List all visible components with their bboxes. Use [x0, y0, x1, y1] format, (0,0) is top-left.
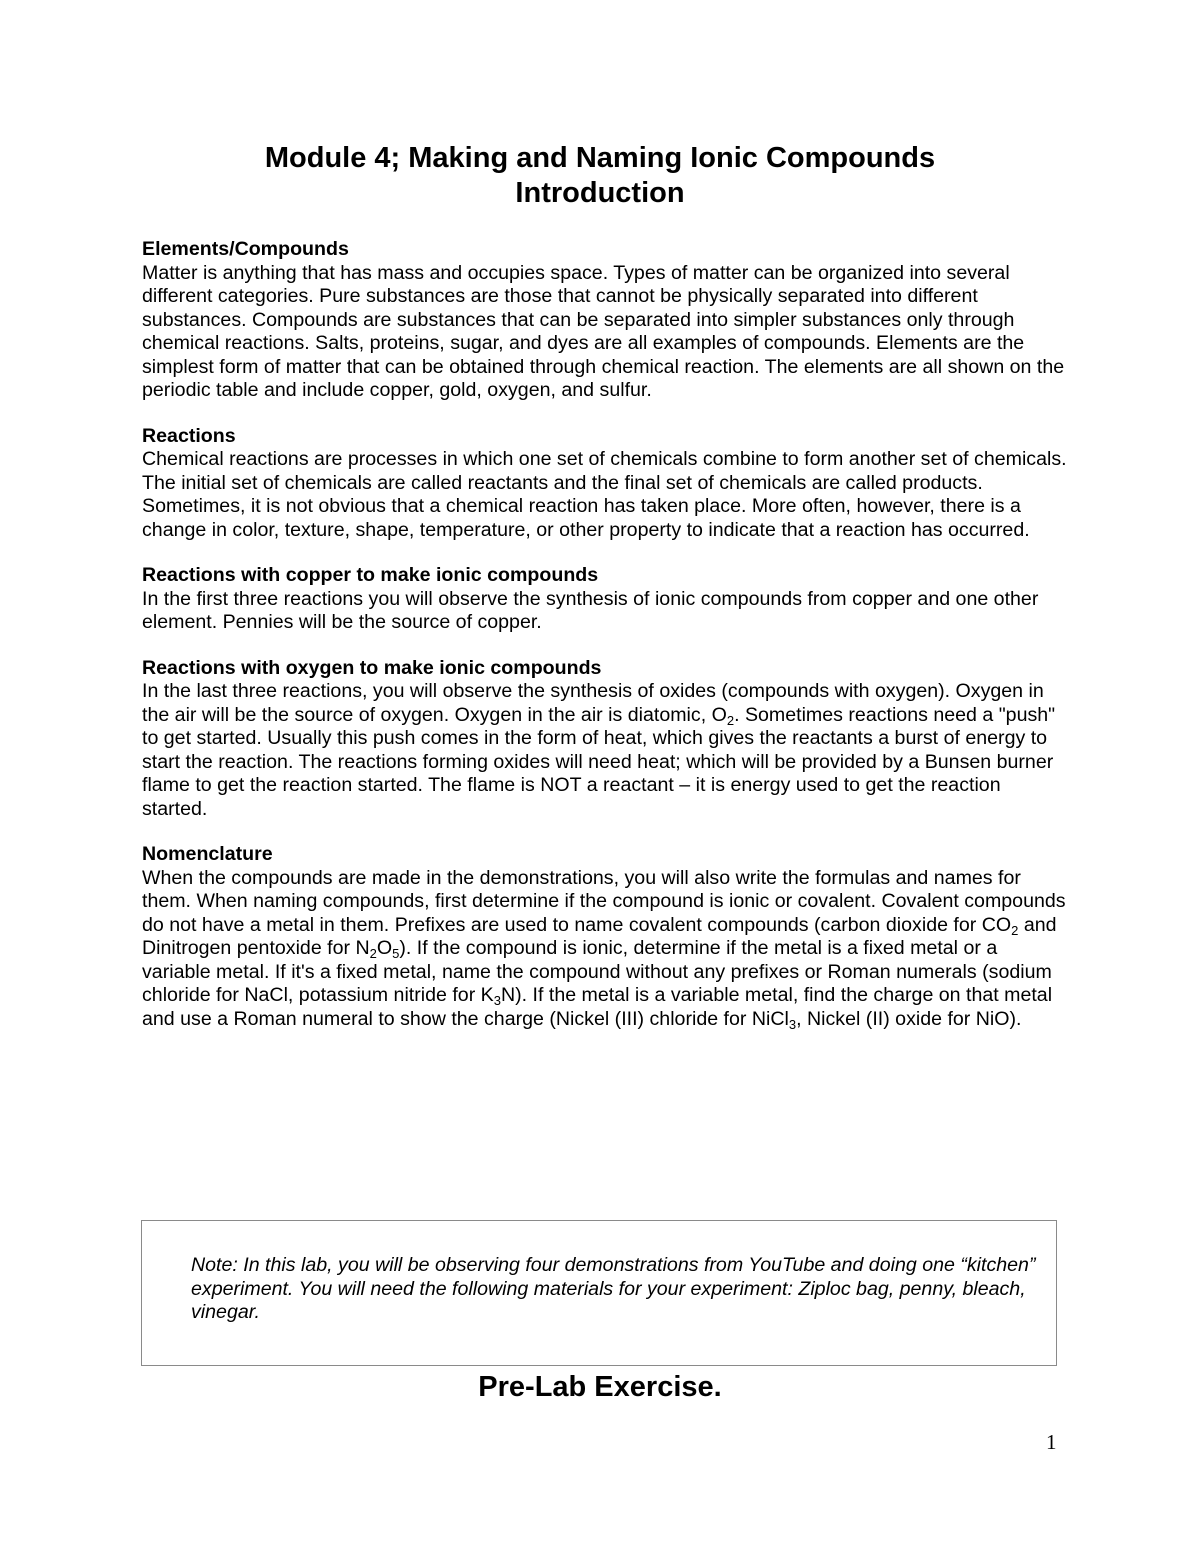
note-text: Note: In this lab, you will be observing four demonstrations from YouTube and doing one “kitchen” experiment. You will need the following materials for your experiment: Ziploc bag, penny, bleach, vinegar. [191, 1254, 1036, 1323]
prelab-heading: Pre-Lab Exercise. [478, 1371, 722, 1403]
section-reactions [142, 425, 1067, 543]
document-title: Module 4; Making and Naming Ionic Compounds [264, 142, 936, 174]
section-heading: Reactions [142, 424, 236, 447]
section-heading: Reactions with oxygen to make ionic compounds [142, 656, 602, 679]
section-text: In the first three reactions you will observe the synthesis of ionic compounds from copper and one other element. Pennies will be the source of copper. [142, 587, 1039, 633]
section-oxygen-reactions [142, 657, 1067, 822]
document-subtitle: Introduction [515, 177, 685, 209]
section-heading: Nomenclature [142, 843, 273, 865]
section-heading: Elements/Compounds [142, 238, 349, 260]
document-body [142, 238, 1067, 1053]
section-text: When the compounds are made in the demonstrations, you will also write the formulas and names for them. When naming compounds, first determine if the compound is ionic or covalent. Covalent compounds do not have a metal in them. Prefixes are used to name covalent compounds (carbon dioxide for $CO_2$ and Dinitrogen pentoxide for $N_2O_5$). If the compound is ionic, determine if the metal is a fixed metal or a variable metal. If it's a fixed metal, name the compound without any prefixes or Roman numerals (sodium chloride for NaCl, potassium nitride for $K_3N$). If the metal is a variable metal, find the charge on that metal and use a Roman numeral to show the charge (Nickel (III) chloride for NiCl$_3$, Nickel (II) oxide for NiO). [142, 866, 1066, 1032]
section-heading: Reactions with copper to make ionic compounds [142, 564, 599, 586]
note-box [141, 1220, 1057, 1366]
section-text: Chemical reactions are processes in which one set of chemicals combine to form another set of chemicals. The initial set of chemicals are called reactants and the final set of chemicals are called products. Sometimes, it is not obvious that a chemical reaction has taken place. More often, however, there is a change in color, texture, shape, temperature, or other property to indicate that a reaction has occurred. [142, 448, 1067, 541]
section-elements-compounds [142, 238, 1067, 403]
section-text: In the last three reactions, you will observe the synthesis of oxides (compounds with oxygen). Oxygen in the air will be the source of oxygen. Oxygen in the air is diatomic, $O_2$. Sometimes reactions need a "push" to get started. Usually this push comes in the form of heat, which gives the reactants a burst of energy to start the reaction. The reactions forming oxides will need heat; which will be provided by a Bunsen burner flame to get the reaction started. The flame is NOT a reactant – it is energy used to get the reaction started. [142, 680, 1056, 820]
section-nomenclature [142, 843, 1067, 1031]
section-text: Matter is anything that has mass and occupies space. Types of matter can be organized into several different categories. Pure substances are those that cannot be physically separated into different substances. Compounds are substances that can be separated into simpler substances only through chemical reactions. Salts, proteins, sugar, and dyes are all examples of compounds. Elements are the simplest form of matter that can be obtained through chemical reaction. The elements are all shown on the periodic table and include copper, gold, oxygen, and sulfur. [142, 261, 1065, 401]
page-number: 1 [1046, 1430, 1057, 1454]
section-copper-reactions [142, 564, 1067, 635]
